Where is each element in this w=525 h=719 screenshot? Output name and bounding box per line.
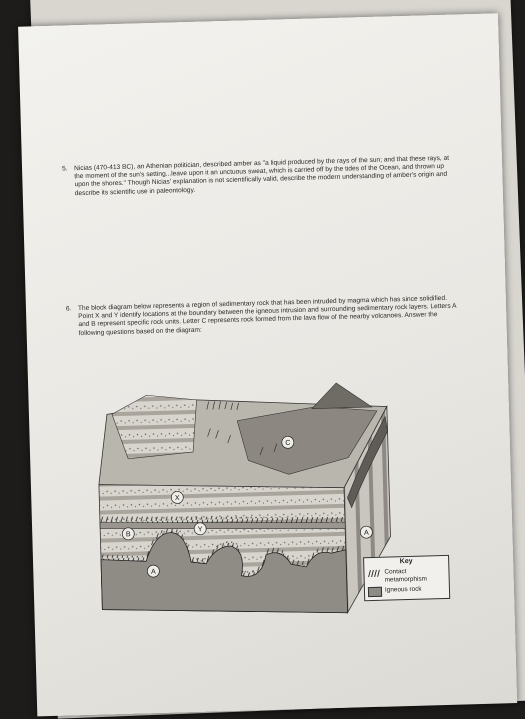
question-5 — [61, 154, 455, 198]
label-b: B — [125, 531, 131, 539]
worksheet-page — [18, 13, 517, 716]
question-6-text: The block diagram below represents a region of sedimentary rock that has been intruded by magma which has since solidified. Point X and Y identify locations at the boundary between the igneous intrusion and surrounding sedimentary rock layers. Letters A and B represent specific rock units. Letter C represents rock formed from the lava flow of the nearby volcanoes. Answer the following questions based on the diagram: — [77, 294, 457, 337]
label-y: Y — [197, 526, 203, 534]
question-5-number: 5. — [61, 165, 68, 173]
question-6 — [65, 294, 459, 338]
label-x: X — [174, 494, 180, 503]
key-contact-label: Contact metamorphism — [384, 568, 428, 584]
question-6-number: 6. — [65, 305, 72, 313]
key-igneous-label: Igneous rock — [384, 585, 422, 594]
label-a-right: A — [363, 529, 369, 537]
block-diagram — [86, 375, 453, 645]
key-row-contact — [367, 567, 445, 585]
diagram-key — [363, 555, 450, 601]
label-c: C — [285, 439, 291, 447]
igneous-rock-swatch — [368, 587, 382, 597]
label-a-left: A — [150, 568, 156, 576]
contact-metamorphism-symbol — [367, 569, 381, 577]
question-5-text: Nicias (470-413 BC), an Athenian politician, described amber as "a liquid produced by the rays of the sun; and that these rays, at the moment of the sun's setting...leave upon it an unctuous sweat, which is carried off by the tides of the Ocean, and thrown up upon the shores." Though Nicias' explanation is not scientifically valid, describe the modern understanding of amber's origin and describe its scientific use in paleontology. — [73, 154, 450, 197]
volcano-cone — [311, 382, 372, 409]
key-row-igneous — [368, 585, 446, 597]
key-title: Key — [399, 557, 413, 566]
